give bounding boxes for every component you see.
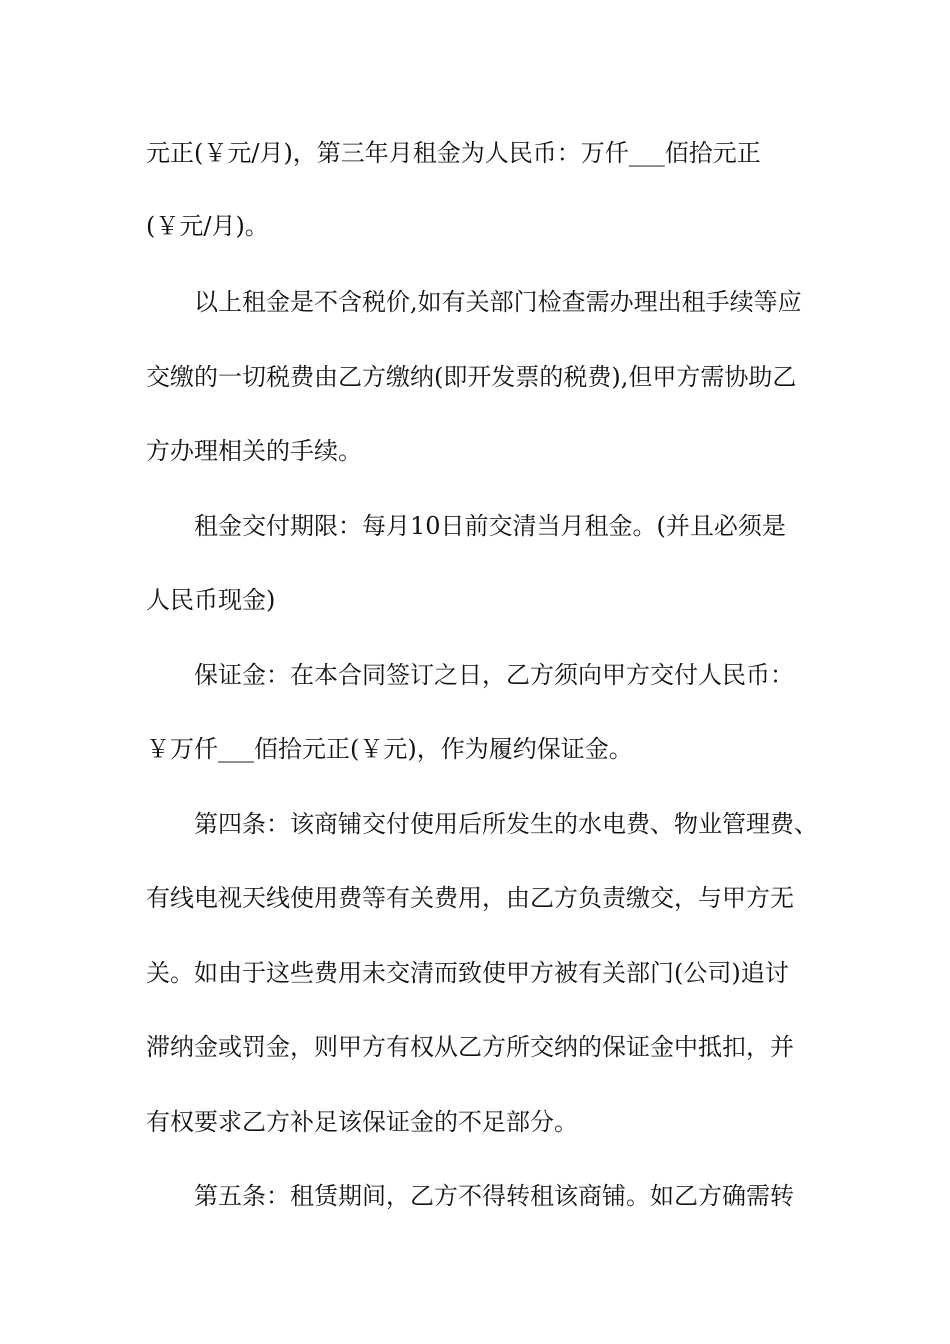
text-line: 人民币现金) <box>146 586 276 614</box>
text-line: ￥万仟___佰拾元正(￥元)，作为履约保证金。 <box>146 735 633 763</box>
text-line: 滞纳金或罚金，则甲方有权从乙方所交纳的保证金中抵扣，并 <box>146 1033 794 1061</box>
paragraph-start: 租金交付期限：每月10日前交清当月租金。(并且必须是 <box>194 512 786 540</box>
paragraph-start: 第五条：租赁期间，乙方不得转租该商铺。如乙方确需转 <box>194 1182 794 1210</box>
text-line: 关。如由于这些费用未交清而致使甲方被有关部门(公司)追讨 <box>146 959 789 987</box>
paragraph-start: 以上租金是不含税价,如有关部门检查需办理出租手续等应 <box>194 288 802 316</box>
text-line: 方办理相关的手续。 <box>146 437 362 465</box>
paragraph-start: 保证金：在本合同签订之日，乙方须向甲方交付人民币： <box>194 661 794 689</box>
paragraph-start: 第四条：该商铺交付使用后所发生的水电费、物业管理费、 <box>194 810 818 838</box>
text-line: 有权要求乙方补足该保证金的不足部分。 <box>146 1108 578 1136</box>
text-line: 元正(￥元/月)，第三年月租金为人民币：万仟___佰拾元正 <box>146 139 761 167</box>
text-line: 有线电视天线使用费等有关费用，由乙方负责缴交，与甲方无 <box>146 884 794 912</box>
text-line: (￥元/月)。 <box>146 212 269 240</box>
text-line: 交缴的一切税费由乙方缴纳(即开发票的税费),但甲方需协助乙 <box>146 363 797 391</box>
